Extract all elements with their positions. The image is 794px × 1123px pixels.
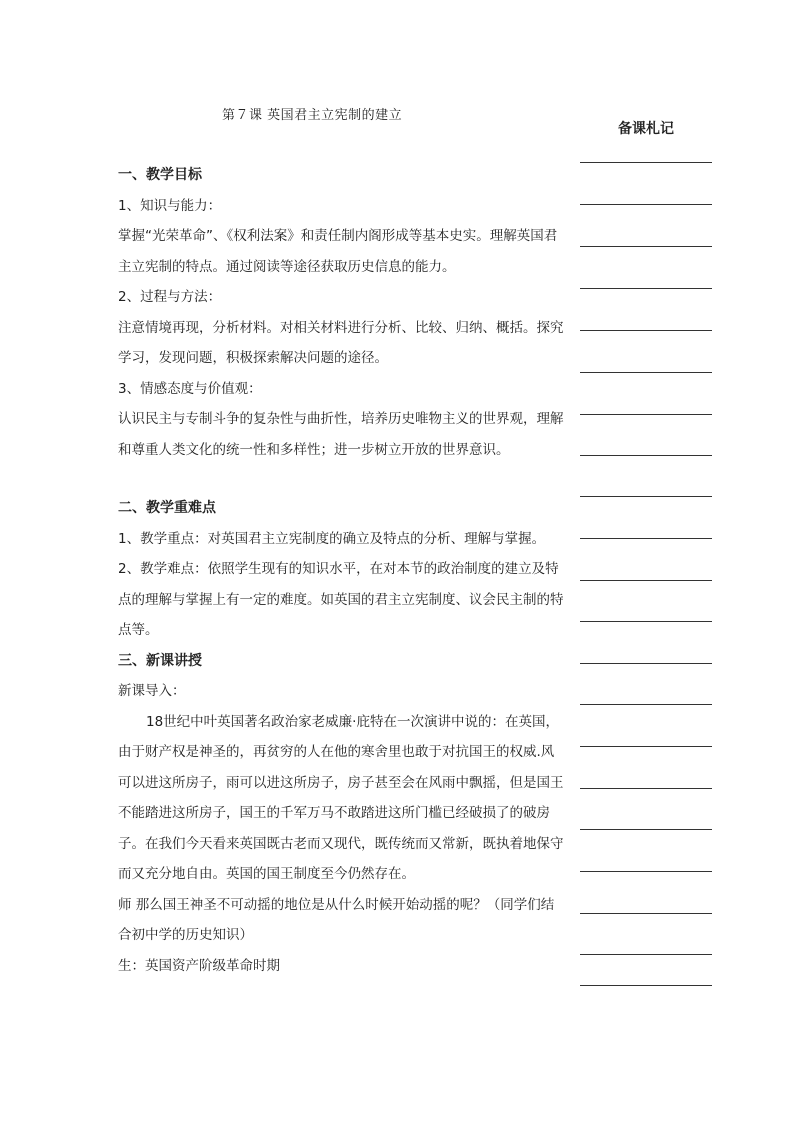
note-line [580, 663, 712, 664]
note-line [580, 330, 712, 331]
note-line [580, 580, 712, 581]
note-line [580, 538, 712, 539]
note-line [580, 414, 712, 415]
note-line [580, 496, 712, 497]
paragraph: 18世纪中叶英国著名政治家老威廉·庇特在一次演讲中说的：在英国，由于财产权是神圣的，再贫穷的人在他的寒舍里也敢于对抗国王的权威.风可以进这所房子，雨可以进这所房子，房子甚至会在风雨中飘摇，但是国王不能踏进这所房子，国王的千军万马不敢踏进这所门槛已经破损了的破房子。在我们今天看来英国既古老而又现代，既传统而又常新，既执着地保守而又充分地自由。英国的国王制度至今仍然存在。 [118, 713, 564, 882]
paragraph: 2、教学难点：依照学生现有的知识水平，在对本节的政治制度的建立及特点的理解与掌握上有一定的难度。如英国的君主立宪制度、议会民主制的特点等。 [118, 561, 564, 638]
section-heading: 二、教学重难点 [118, 500, 216, 516]
note-line [580, 288, 712, 289]
subheading: 新课导入： [118, 683, 186, 699]
notes-column-title: 备课札记 [618, 121, 674, 137]
note-line [580, 372, 712, 373]
spacer [118, 465, 564, 493]
paragraph: 注意情境再现，分析材料。对相关材料进行分析、比较、归纳、概括。探究学习，发现问题，积极探索解决问题的途径。 [118, 319, 564, 366]
note-line [580, 829, 712, 830]
paragraph: 掌握“光荣革命”、《权利法案》和责任制内阁形成等基本史实。理解英国君主立宪制的特点。通过阅读等途径获取历史信息的能力。 [118, 228, 558, 275]
section-heading: 一、教学目标 [118, 167, 202, 183]
note-line [580, 746, 712, 747]
note-line [580, 246, 712, 247]
lesson-content [118, 160, 564, 981]
note-line [580, 913, 712, 914]
paragraph: 认识民主与专制斗争的复杂性与曲折性，培养历史唯物主义的世界观，理解和尊重人类文化的统一性和多样性；进一步树立开放的世界意识。 [118, 411, 564, 458]
note-line [580, 162, 712, 163]
paragraph: 师 那么国王神圣不可动摇的地位是从什么时候开始动摇的呢？（同学们结合初中学的历史知识） [118, 896, 555, 943]
subheading: 3、情感态度与价值观： [118, 380, 262, 397]
section-heading: 三、新课讲授 [118, 652, 202, 669]
note-line [580, 954, 712, 955]
subheading: 2、过程与方法： [118, 289, 222, 305]
note-line [580, 621, 712, 622]
note-line [580, 704, 712, 705]
subheading: 1、知识与能力： [118, 197, 222, 214]
paragraph: 1、教学重点：对英国君主立宪制度的确立及特点的分析、理解与掌握。 [118, 530, 546, 547]
paragraph: 生：英国资产阶级革命时期 [118, 957, 280, 974]
note-line [580, 204, 712, 205]
note-line [580, 455, 712, 456]
page-title: 第７课 英国君主立宪制的建立 [222, 108, 403, 123]
note-line [580, 871, 712, 872]
note-line [580, 788, 712, 789]
note-line [580, 985, 712, 986]
